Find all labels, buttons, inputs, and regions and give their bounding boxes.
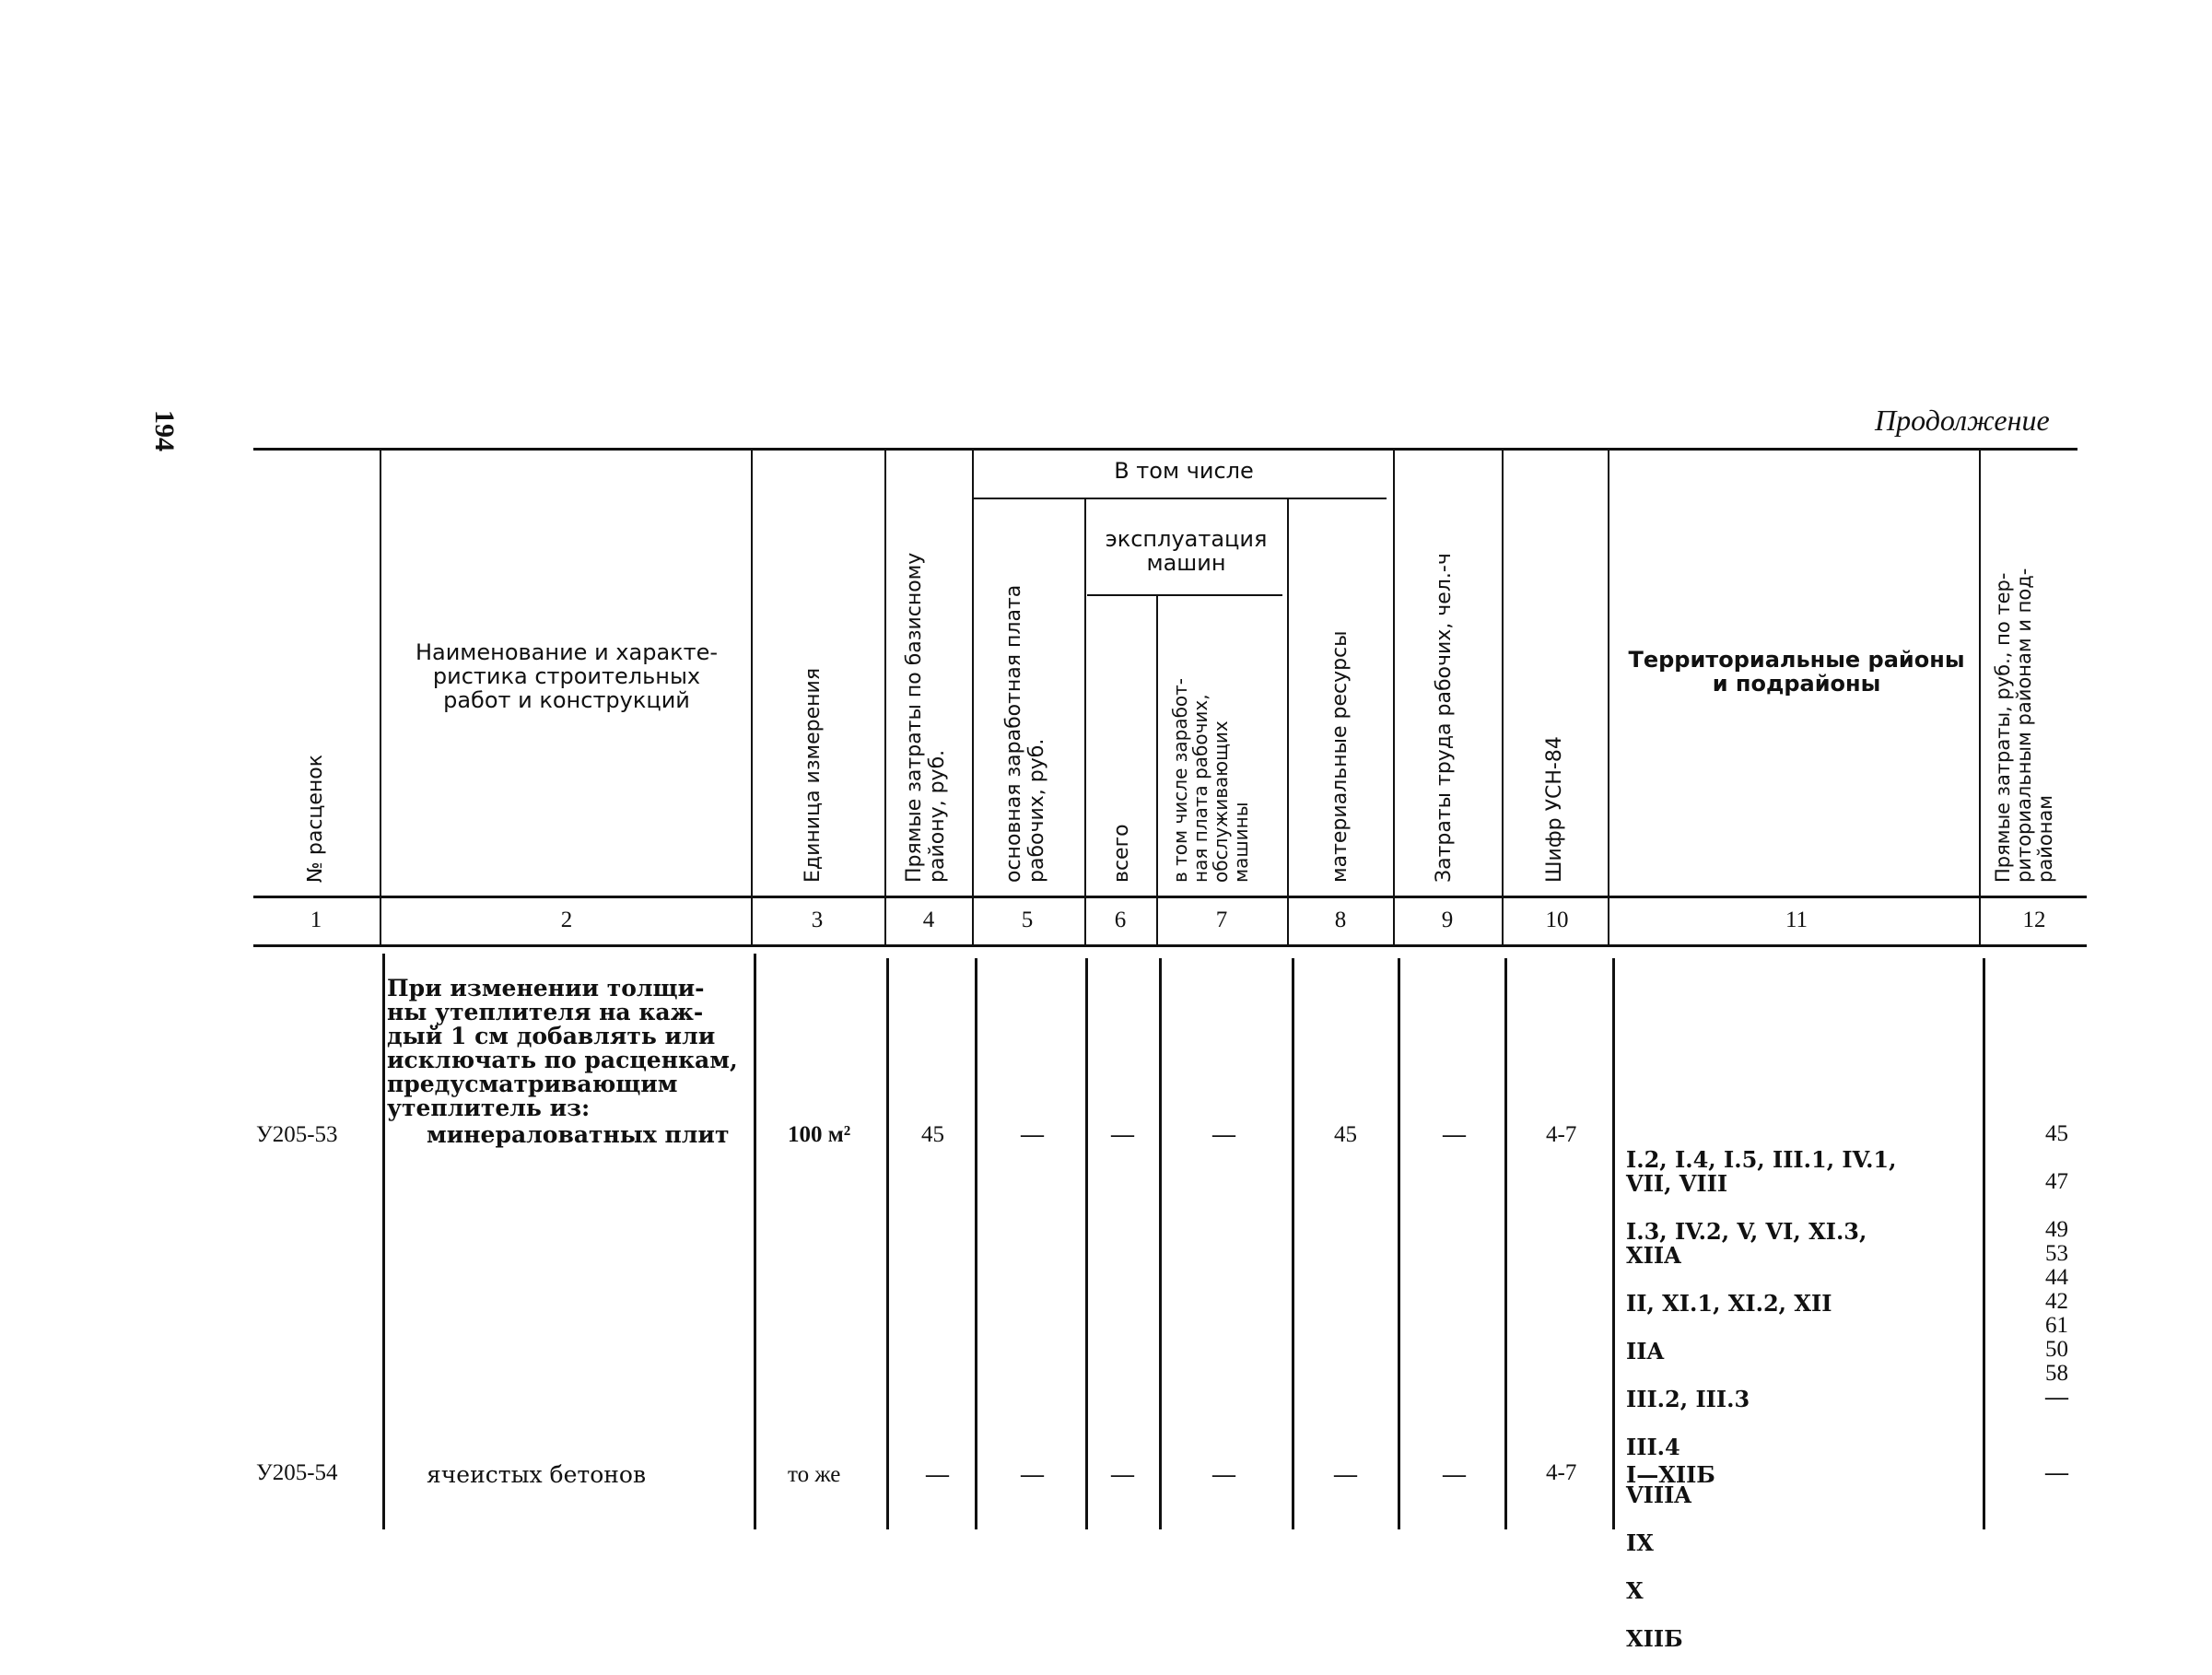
vrule-10 bbox=[1608, 450, 1609, 944]
region-list bbox=[1626, 1124, 1974, 1675]
work-name: минераловатных плит bbox=[427, 1121, 730, 1148]
region-value: 45 bbox=[2045, 1121, 2068, 1146]
header-work-name: Наименование и характе- ристика строительных работ и конструкций bbox=[415, 639, 719, 713]
base-direct-cost: — bbox=[926, 1462, 949, 1487]
machines-wages: — bbox=[1212, 1122, 1235, 1147]
usn-code: 4-7 bbox=[1546, 1122, 1577, 1147]
column-number: 3 bbox=[811, 908, 824, 932]
vrule-6 bbox=[1156, 596, 1158, 944]
header-bottom-rule bbox=[253, 896, 2087, 898]
unit-value: то же bbox=[788, 1462, 841, 1487]
region-item: I—XIIБ bbox=[1626, 1461, 1715, 1488]
region-value: 53 bbox=[2045, 1241, 2068, 1266]
column-number: 8 bbox=[1334, 908, 1347, 932]
labor-costs: — bbox=[1443, 1462, 1466, 1487]
material-resources: 45 bbox=[1334, 1122, 1357, 1147]
region-value: 49 bbox=[2045, 1217, 2068, 1242]
body-vrule-6 bbox=[1159, 958, 1162, 1529]
header-usn-code: Шифр УСН-84 bbox=[1543, 736, 1566, 883]
column-number: 2 bbox=[560, 908, 573, 932]
body-vrule-11 bbox=[1983, 958, 1985, 1529]
region-item: I.2, I.4, I.5, III.1, IV.1, VII, VIII bbox=[1626, 1146, 1897, 1197]
usn-code: 4-7 bbox=[1546, 1460, 1577, 1485]
vrule-5 bbox=[1084, 499, 1086, 944]
column-number: 1 bbox=[310, 908, 322, 932]
vrule-2 bbox=[751, 450, 753, 944]
machines-wages: — bbox=[1212, 1462, 1235, 1487]
vrule-9 bbox=[1502, 450, 1504, 944]
header-base-wages: основная заработная плата рабочих, руб. bbox=[1002, 584, 1048, 883]
body-vrule-2 bbox=[754, 954, 756, 1529]
rate-code: У205-53 bbox=[256, 1122, 338, 1147]
machines-total: — bbox=[1111, 1462, 1134, 1487]
group-rule bbox=[972, 498, 1387, 499]
colnum-bottom-rule bbox=[253, 944, 2087, 947]
machines-total: — bbox=[1111, 1122, 1134, 1147]
body-vrule-8 bbox=[1398, 958, 1400, 1529]
base-direct-cost: 45 bbox=[921, 1122, 944, 1147]
region-item: III.4 bbox=[1626, 1434, 1680, 1460]
region-value: — bbox=[2045, 1385, 2068, 1410]
continuation-label: Продолжение bbox=[1875, 404, 2050, 437]
material-resources: — bbox=[1334, 1462, 1357, 1487]
work-name: ячеистых бетонов bbox=[427, 1461, 647, 1488]
column-number: 12 bbox=[2022, 908, 2046, 932]
header-labor-costs: Затраты труда рабочих, чел.-ч bbox=[1433, 553, 1456, 883]
region-value: 44 bbox=[2045, 1265, 2068, 1290]
column-number: 5 bbox=[1021, 908, 1034, 932]
column-number: 10 bbox=[1545, 908, 1569, 932]
vrule-1 bbox=[380, 450, 381, 944]
top-rule bbox=[253, 448, 2077, 451]
header-material-resources: материальные ресурсы bbox=[1328, 630, 1352, 883]
region-value: 42 bbox=[2045, 1289, 2068, 1314]
region-value: 47 bbox=[2045, 1169, 2068, 1194]
region-value: 58 bbox=[2045, 1361, 2068, 1386]
body-vrule-9 bbox=[1504, 958, 1507, 1529]
column-number: 6 bbox=[1114, 908, 1127, 932]
column-number: 9 bbox=[1441, 908, 1454, 932]
region-item: II, XI.1, XI.2, XII bbox=[1626, 1290, 1832, 1317]
region-item: IIA bbox=[1626, 1338, 1665, 1365]
vrule-4 bbox=[972, 450, 974, 944]
header-direct-costs-base: Прямые затраты по базисному району, руб. bbox=[903, 552, 949, 883]
body-vrule-4 bbox=[975, 958, 977, 1529]
region-value: — bbox=[2045, 1460, 2068, 1485]
vrule-11 bbox=[1979, 450, 1981, 944]
column-number: 11 bbox=[1785, 908, 1808, 932]
region-item: I.3, IV.2, V, VI, XI.3, XIIA bbox=[1626, 1218, 1867, 1269]
region-item: XIIБ bbox=[1626, 1625, 1683, 1652]
header-direct-costs-regions: Прямые затраты, руб., по тер- риториальным районам и под- районам bbox=[1992, 568, 2056, 883]
body-vrule-5 bbox=[1085, 958, 1088, 1529]
column-number: 7 bbox=[1215, 908, 1228, 932]
header-group-including: В том числе bbox=[1114, 458, 1254, 484]
region-item: VIIIA bbox=[1626, 1482, 1691, 1508]
rate-code: У205-54 bbox=[256, 1460, 338, 1485]
region-values bbox=[2008, 1122, 2068, 1410]
vrule-3 bbox=[884, 450, 886, 944]
body-vrule-3 bbox=[886, 958, 889, 1529]
header-unit: Единица измерения bbox=[802, 667, 825, 883]
header-territorial-regions: Территориальные районы и подрайоны bbox=[1628, 647, 1965, 697]
region-item: III.2, III.3 bbox=[1626, 1386, 1750, 1412]
region-value: 50 bbox=[2045, 1337, 2068, 1362]
body-vrule-7 bbox=[1292, 958, 1294, 1529]
intro-text: При изменении толщи- ны утеплителя на каж- дый 1 см добавлять или исключать по расценкам, предусматривающим утеплитель из: bbox=[387, 975, 738, 1121]
base-wages: — bbox=[1021, 1122, 1044, 1147]
header-machines-total: всего bbox=[1110, 824, 1133, 883]
body-vrule-10 bbox=[1612, 958, 1615, 1529]
page-number: 194 bbox=[149, 410, 180, 451]
column-number: 4 bbox=[922, 908, 935, 932]
body-vrule-1 bbox=[382, 954, 385, 1529]
labor-costs: — bbox=[1443, 1122, 1466, 1147]
machines-rule bbox=[1087, 594, 1282, 596]
unit-value: 100 м² bbox=[788, 1122, 851, 1147]
header-machines-wages: в том числе заработ- ная плата рабочих, обслуживающих машины bbox=[1169, 677, 1252, 883]
region-item: IX bbox=[1626, 1529, 1654, 1556]
region-item: X bbox=[1626, 1577, 1644, 1604]
vrule-8 bbox=[1393, 450, 1395, 944]
vrule-7 bbox=[1287, 499, 1289, 944]
region-value: 61 bbox=[2045, 1313, 2068, 1338]
header-machines: эксплуатация машин bbox=[1105, 526, 1268, 576]
header-rate-number: № расценок bbox=[304, 754, 327, 883]
base-wages: — bbox=[1021, 1462, 1044, 1487]
